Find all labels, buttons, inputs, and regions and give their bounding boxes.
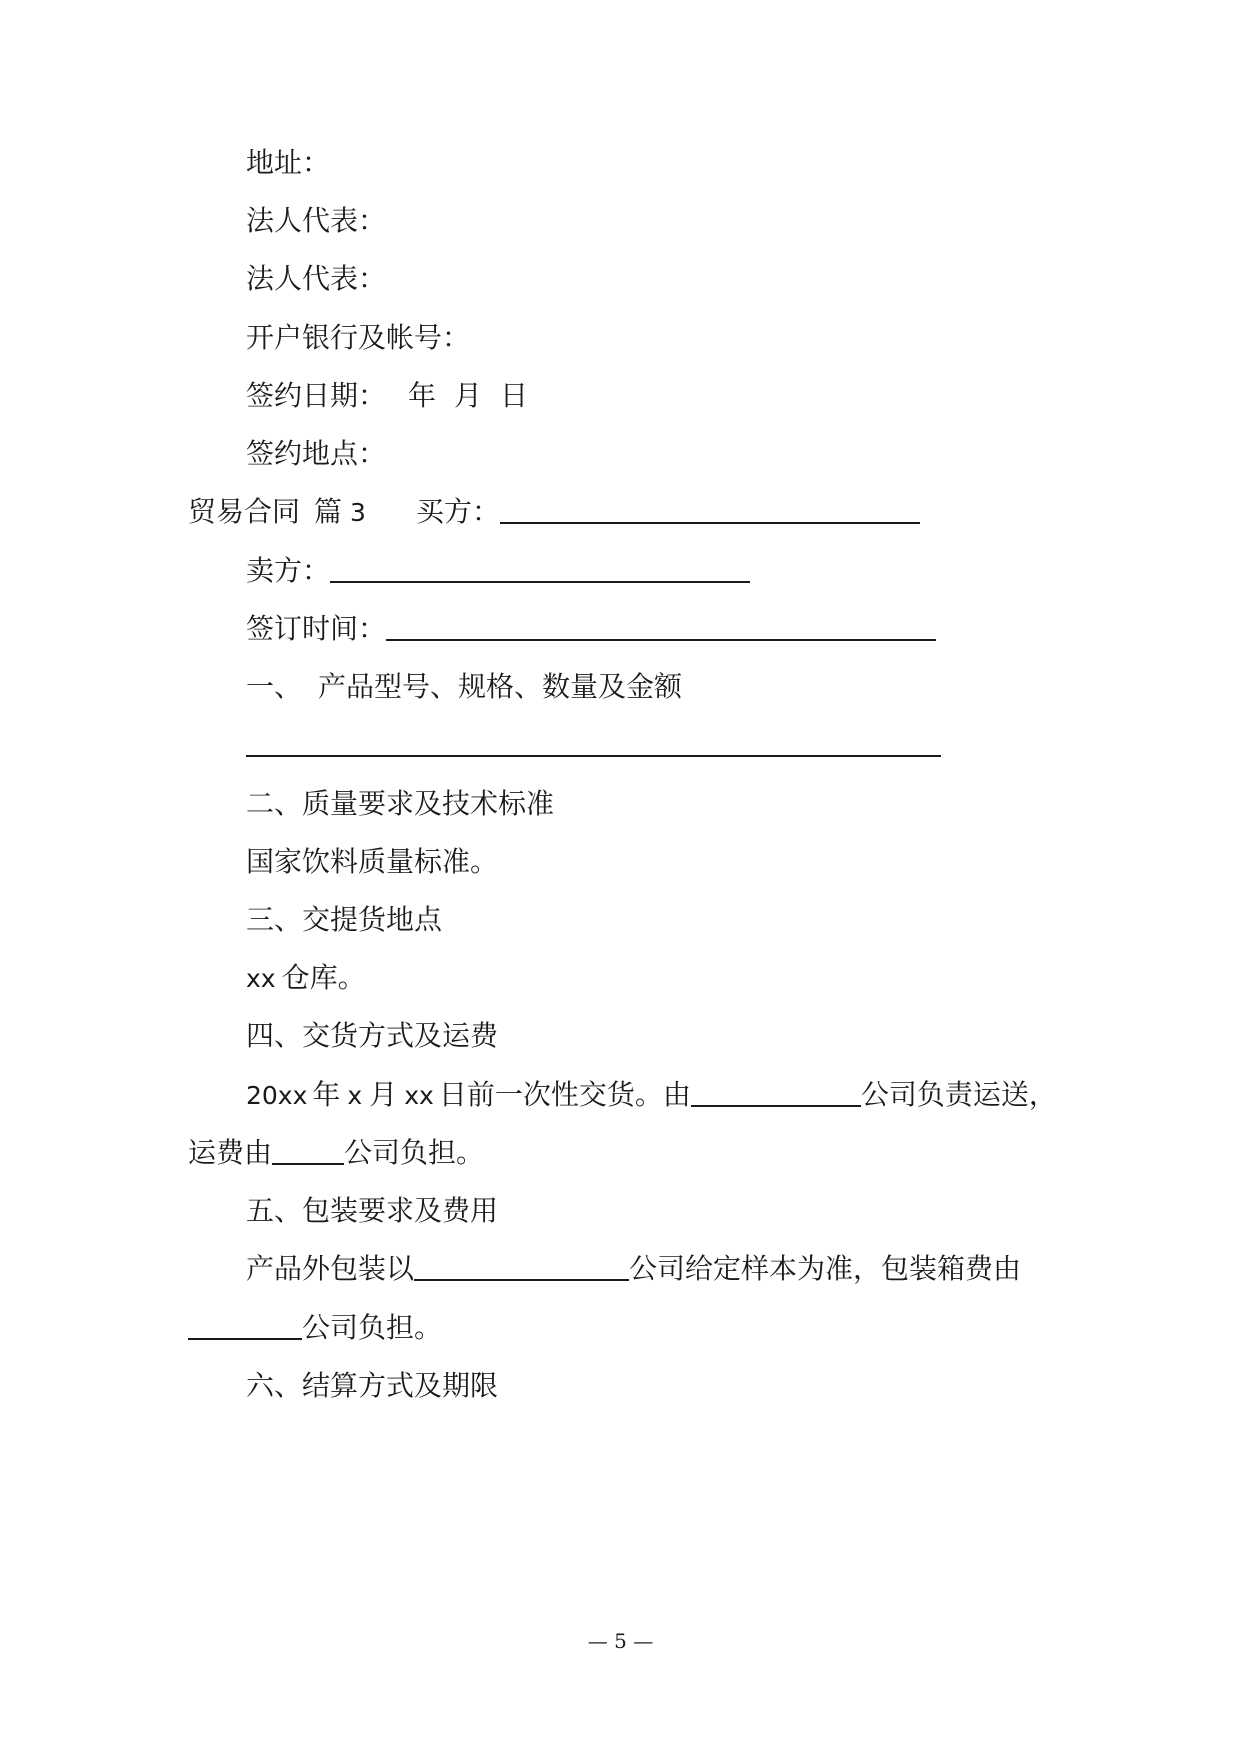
sign-place-label: 签约地点： [246,437,387,470]
contract-title: 贸易合同 [188,495,301,528]
section-4-body-2 [188,1131,484,1175]
section-4-heading [246,1014,498,1058]
section-1-title: 产品型号、规格、数量及金额 [318,670,683,703]
seller-line [246,549,750,593]
packaging-company-blank [414,1249,629,1281]
delivery-year: 20xx [246,1081,308,1110]
buyer-blank [500,492,920,524]
section-3-title: 三、交提货地点 [246,903,443,936]
freight-text: 运费由 [188,1136,273,1169]
section-3-heading [246,898,442,942]
legal-rep-line-2 [246,257,386,301]
packaging-sample-text: 公司给定样本为准，包装箱费由 [629,1252,1022,1285]
section-1-blank [246,725,941,757]
bank-account-label: 开户银行及帐号： [246,321,471,354]
section-3-body [246,956,366,1000]
delivery-text: 日前一次性交货。由 [438,1078,691,1111]
sign-date-month: 月 [454,379,483,412]
box-fee-text: 公司负担。 [302,1311,443,1344]
freight-payer-blank [272,1133,344,1165]
sign-place-line [246,432,386,476]
sign-time-blank [386,609,936,641]
seller-blank [330,551,750,583]
section-2-title: 二、质量要求及技术标准 [246,787,555,820]
sign-date-day: 日 [500,379,529,412]
delivery-year-label: 年 [312,1078,341,1111]
address-label: 地址： [246,146,331,179]
section-4-body-1 [246,1073,1057,1117]
section-2-text: 国家饮料质量标准。 [246,845,499,878]
section-2-body [246,840,498,884]
address-line [246,141,330,185]
page-number: — 5 — [587,1629,654,1653]
section-1-blank-line [246,723,941,767]
sign-time-label: 签订时间： [246,612,387,645]
sign-date-year: 年 [408,379,437,412]
contract-part-label: 篇 [314,495,343,528]
section-2-heading [246,782,554,826]
section-6-title: 六、结算方式及期限 [246,1369,499,1402]
box-fee-payer-blank [188,1308,302,1340]
contract-part-number: 3 [350,498,366,527]
delivery-month-label: 月 [369,1078,398,1111]
section-1-number: 一、 [246,670,303,703]
bank-account-line [246,316,470,360]
section-5-heading [246,1189,498,1233]
buyer-label: 买方： [415,495,500,528]
section-1-heading [246,665,682,709]
section-5-body-1 [246,1247,1021,1291]
contract-heading-line [188,490,920,534]
sign-date-line [246,374,528,418]
sign-date-label: 签约日期： [246,379,387,412]
legal-rep-label-1: 法人代表： [246,204,387,237]
sign-time-line [246,607,936,651]
packaging-text: 产品外包装以 [246,1252,415,1285]
delivery-month: x [347,1081,363,1110]
carrier-text: 公司负责运送， [860,1078,1057,1111]
legal-rep-line-1 [246,199,386,243]
freight-payer-text: 公司负担。 [344,1136,485,1169]
section-4-title: 四、交货方式及运费 [246,1019,499,1052]
section-3-placeholder: xx [246,964,276,993]
section-3-text: 仓库。 [281,961,366,994]
section-6-heading [246,1364,498,1408]
carrier-blank [691,1075,861,1107]
legal-rep-label-2: 法人代表： [246,262,387,295]
section-5-body-2 [188,1306,442,1350]
seller-label: 卖方： [246,554,331,587]
delivery-day: xx [404,1081,434,1110]
section-5-title: 五、包装要求及费用 [246,1194,499,1227]
